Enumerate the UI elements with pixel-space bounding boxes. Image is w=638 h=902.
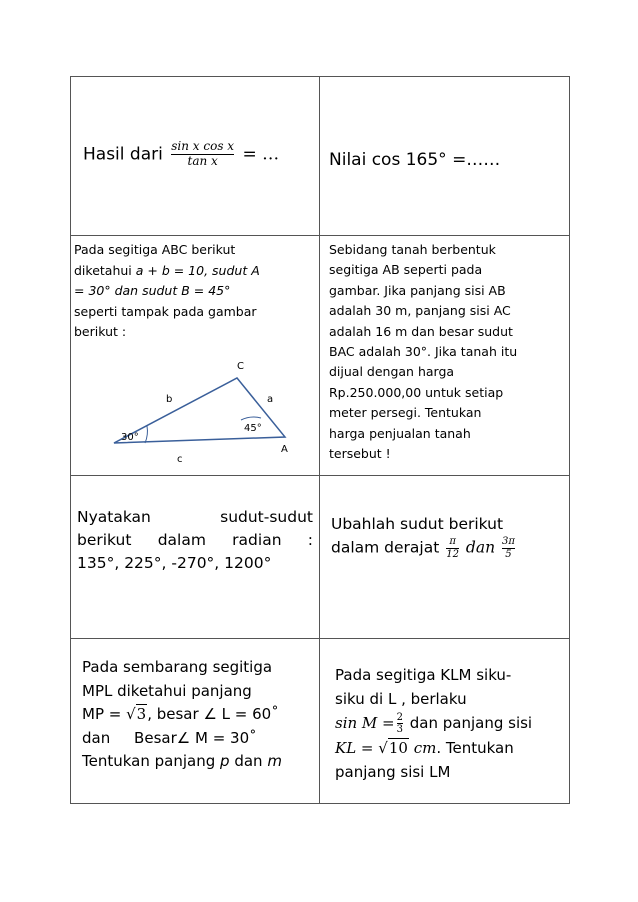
- q2a-line3: = 30° dan sudut B = 45°: [74, 283, 231, 298]
- fraction-numerator: sin x cos x: [171, 139, 235, 153]
- question-segitiga-mpl: [82, 656, 282, 774]
- question-cos-165: Nilai cos 165° =……: [329, 150, 501, 170]
- trig-fraction: [171, 140, 234, 169]
- question-grid: [70, 76, 570, 804]
- cell-q4b: [320, 639, 570, 804]
- q3b-line2: dalam derajat $\frac{\pi}{12}$ dan $\frac{3\pi}{5}$: [331, 536, 515, 560]
- cell-q1a: [71, 77, 320, 236]
- label-angle-45: 45°: [244, 423, 262, 434]
- q1a-suffix: = …: [242, 144, 280, 165]
- label-vertex-a: A: [281, 444, 288, 455]
- sqrt-3: √3: [126, 705, 147, 723]
- cell-q3b: [320, 476, 570, 639]
- question-hasil-dari: [83, 140, 279, 169]
- q2b-line: BAC adalah 30°. Jika tanah itu: [329, 344, 518, 360]
- q2b-line: gambar. Jika panjang sisi AB: [329, 282, 506, 298]
- cell-q2a: [71, 236, 320, 476]
- q3b-line1: Ubahlah sudut berikut: [331, 515, 504, 533]
- q3a-line2: berikut dalam radian :: [77, 531, 313, 549]
- q4b-line2: siku di L , berlaku: [335, 690, 467, 708]
- q2a-line1: Pada segitiga ABC berikut: [74, 242, 236, 257]
- fraction-denominator: tan x: [171, 154, 234, 169]
- q2b-line: tersebut !: [329, 446, 391, 462]
- question-ubah-derajat: [331, 513, 517, 560]
- q2a-line5: berikut :: [74, 324, 127, 339]
- label-angle-30: 30°: [121, 432, 139, 443]
- q3a-line3: 135°, 225°, -270°, 1200°: [77, 554, 272, 572]
- q4a-line5: Tentukan panjang p dan m: [82, 752, 282, 770]
- triangle-diagram: [71, 236, 319, 476]
- cell-q1b: [320, 77, 570, 236]
- angle-arc-left: [145, 426, 147, 443]
- q2a-line2: diketahui a + b = 10, sudut A: [74, 262, 260, 278]
- q4a-line3: MP = √3, besar ∠ L = 60˚: [82, 703, 282, 727]
- fraction-2-3: $\frac{2}{3}$: [396, 711, 403, 735]
- sqrt-10: √10: [378, 738, 408, 757]
- angle-arc-right: [241, 417, 261, 420]
- q2b-line: Rp.250.000,00 untuk setiap: [329, 384, 504, 400]
- q4b-line3: sin M = $\frac{2}{3}$ dan panjang sisi: [335, 711, 533, 735]
- q4a-line1: Pada sembarang segitiga: [82, 658, 273, 676]
- fraction-pi-12: $\frac{\pi}{12}$: [446, 536, 459, 560]
- q2b-line: meter persegi. Tentukan: [329, 405, 482, 421]
- label-side-b: b: [166, 394, 173, 405]
- q4b-line4: KL = √10 cm. Tentukan: [335, 736, 532, 760]
- question-sebidang-tanah: [329, 240, 565, 464]
- q4a-line4: dan Besar∠ M = 30˚: [82, 728, 257, 747]
- q4a-line2: MPL diketahui panjang: [82, 681, 252, 700]
- q4b-line1: Pada segitiga KLM siku-: [335, 666, 512, 684]
- q2b-line: harga penjualan tanah: [329, 425, 471, 441]
- cell-q2b: [320, 236, 570, 476]
- q2a-line4: seperti tampak pada gambar: [74, 303, 257, 319]
- q2b-line: adalah 16 m dan besar sudut: [329, 323, 513, 339]
- label-vertex-c: C: [237, 361, 244, 372]
- question-segitiga-klm: [335, 663, 532, 784]
- angle-icon: ∠: [176, 728, 191, 747]
- q2b-line: Sebidang tanah berbentuk: [329, 242, 496, 257]
- q2b-line: dijual dengan harga: [329, 364, 455, 380]
- q2b-line: adalah 30 m, panjang sisi AC: [329, 303, 511, 319]
- q2b-line: segitiga AB seperti pada: [329, 262, 483, 278]
- q3b-connector: dan: [465, 538, 496, 557]
- q4b-line5: panjang sisi LM: [335, 762, 451, 781]
- cell-q4a: [71, 639, 320, 804]
- cell-q3a: [71, 476, 320, 639]
- q1a-prefix: Hasil dari: [83, 144, 163, 165]
- fraction-3pi-5: $\frac{3\pi}{5}$: [502, 536, 515, 560]
- angle-icon: ∠: [203, 705, 217, 723]
- label-side-a: a: [267, 394, 274, 405]
- q3a-line1: Nyatakan sudut-sudut: [77, 508, 313, 526]
- label-side-c: c: [177, 454, 183, 465]
- question-nyatakan-radian: [77, 506, 313, 575]
